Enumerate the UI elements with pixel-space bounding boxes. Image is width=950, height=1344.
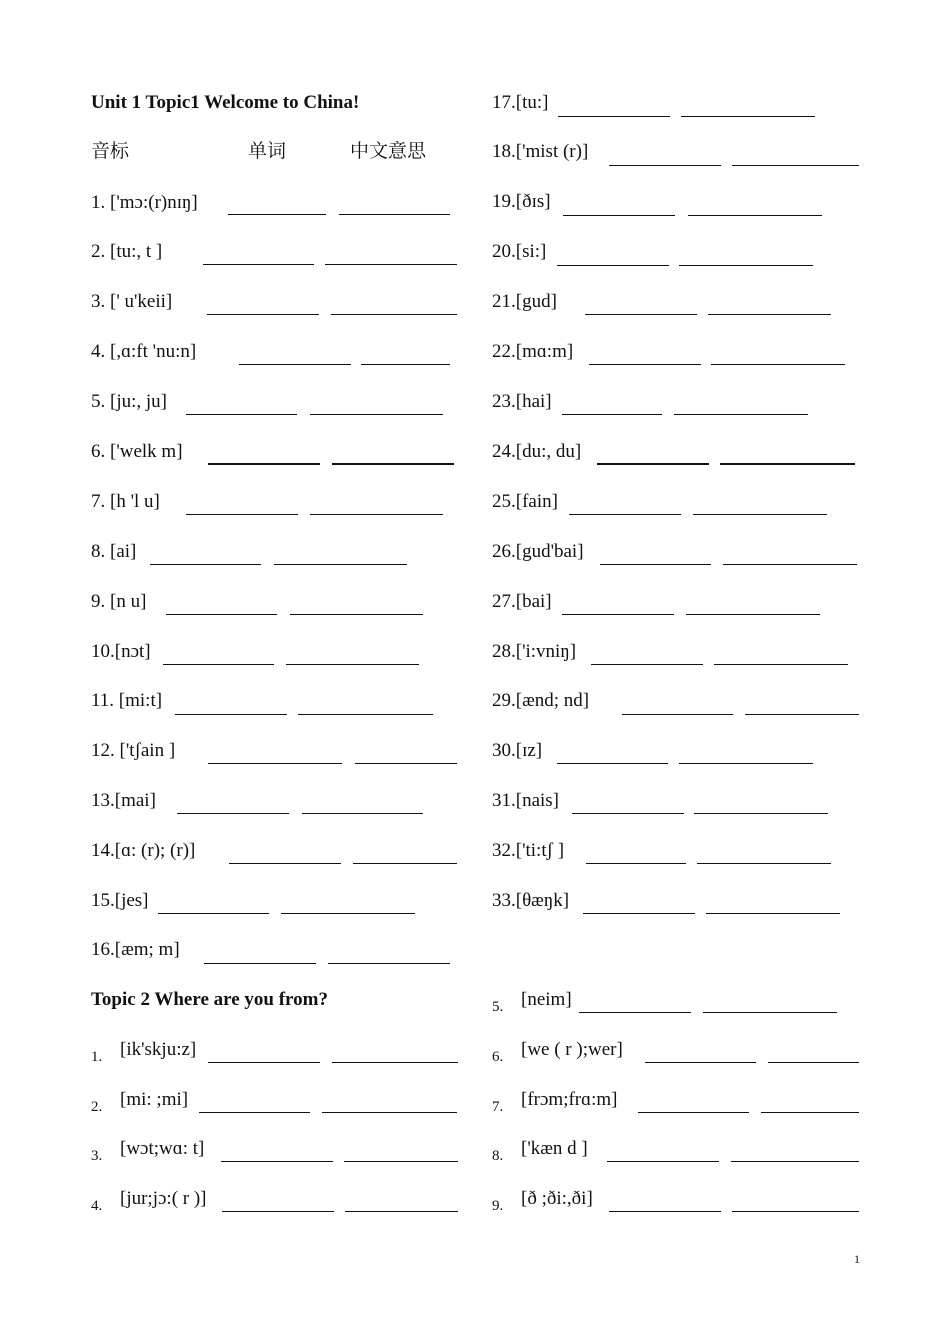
blank-meaning[interactable] [706,913,840,914]
vocab-item: 8. [ai] [91,541,137,562]
vocab-item: 23.[hai] [492,391,552,412]
blank-meaning[interactable] [708,314,831,315]
blank-word[interactable] [150,564,261,565]
blank-word[interactable] [607,1161,719,1162]
blank-word[interactable] [569,514,681,515]
blank-meaning[interactable] [720,463,855,465]
item-number: 1. [91,1049,103,1065]
blank-word[interactable] [609,1211,721,1212]
blank-word[interactable] [222,1211,334,1212]
topic2-item [492,1038,623,1069]
blank-meaning[interactable] [761,1112,859,1113]
vocab-item: 1. ['mɔ:(r)nɪŋ] [91,192,198,213]
item-number: 8. [492,1148,504,1164]
blank-word[interactable] [186,414,297,415]
blank-meaning[interactable] [723,564,857,565]
blank-word[interactable] [579,1012,691,1013]
item-number: 5. [492,999,504,1015]
vocab-item: 5. [ju:, ju] [91,391,167,412]
blank-meaning[interactable] [731,1161,859,1162]
blank-meaning[interactable] [332,463,454,465]
blank-meaning[interactable] [732,1211,859,1212]
page-number: 1 [854,1252,860,1266]
blank-word[interactable] [557,265,669,266]
blank-word[interactable] [645,1062,756,1063]
topic2-title: Topic 2 Where are you from? [91,989,328,1010]
blank-word[interactable] [208,463,320,465]
blank-meaning[interactable] [345,1211,458,1212]
item-phonetic: [jur;jɔ:( r )] [120,1188,207,1209]
vocab-item: 13.[mai] [91,790,156,811]
topic2-item [91,1088,188,1119]
blank-meaning[interactable] [353,863,457,864]
item-phonetic: [wɔt;wɑ: t] [120,1138,205,1159]
item-phonetic: [frɔm;frɑ:m] [521,1089,618,1110]
blank-meaning[interactable] [686,614,820,615]
blank-meaning[interactable] [310,514,443,515]
item-number: 2. [91,1099,103,1115]
vocab-item: 21.[gud] [492,291,557,312]
vocab-item: 10.[nɔt] [91,641,151,662]
vocab-item: 33.[θæŋk] [492,890,570,911]
blank-word[interactable] [638,1112,749,1113]
blank-word[interactable] [239,364,351,365]
item-number: 7. [492,1099,504,1115]
unit1-title: Unit 1 Topic1 Welcome to China! [91,92,360,113]
vocab-item: 16.[æm; m] [91,939,180,960]
blank-word[interactable] [558,116,670,117]
vocab-item: 4. [,ɑ:ft 'nu:n] [91,341,197,362]
blank-meaning[interactable] [281,913,415,914]
blank-meaning[interactable] [322,1112,457,1113]
blank-meaning[interactable] [286,664,419,665]
blank-word[interactable] [572,813,684,814]
blank-word[interactable] [177,813,289,814]
blank-meaning[interactable] [332,1062,458,1063]
vocab-item: 18.['mist (r)] [492,141,589,162]
blank-word[interactable] [163,664,274,665]
topic2-item [492,1137,588,1168]
vocab-item: 27.[bai] [492,591,552,612]
blank-word[interactable] [228,214,326,215]
vocab-item: 26.[gud'bai] [492,541,584,562]
vocab-item: 2. [tu:, t ] [91,241,163,262]
blank-word[interactable] [597,463,709,465]
blank-meaning[interactable] [714,664,848,665]
blank-word[interactable] [221,1161,333,1162]
vocab-item: 3. [' u'keii] [91,291,173,312]
blank-meaning[interactable] [310,414,443,415]
blank-word[interactable] [166,614,277,615]
blank-meaning[interactable] [302,813,423,814]
blank-meaning[interactable] [697,863,831,864]
blank-meaning[interactable] [298,714,433,715]
blank-word[interactable] [589,364,701,365]
vocab-item: 31.[nais] [492,790,560,811]
blank-word[interactable] [563,215,675,216]
vocab-item: 17.[tu:] [492,92,549,113]
blank-meaning[interactable] [732,165,859,166]
blank-meaning[interactable] [679,265,813,266]
header-meaning: 中文意思 [350,141,427,162]
item-number: 3. [91,1148,103,1164]
blank-meaning[interactable] [355,763,457,764]
blank-word[interactable] [175,714,287,715]
blank-meaning[interactable] [361,364,450,365]
blank-word[interactable] [158,913,269,914]
item-phonetic: ['kæn d ] [521,1138,588,1159]
vocab-item: 7. [h 'l u] [91,491,160,512]
blank-meaning[interactable] [681,116,815,117]
item-number: 9. [492,1198,504,1214]
blank-meaning[interactable] [325,264,457,265]
blank-meaning[interactable] [344,1161,458,1162]
blank-meaning[interactable] [711,364,845,365]
vocab-item: 30.[ɪz] [492,740,543,761]
header-phonetic: 音标 [91,141,130,162]
blank-word[interactable] [204,963,316,964]
vocab-item: 28.['i:vniŋ] [492,641,577,662]
item-number: 4. [91,1198,103,1214]
blank-meaning[interactable] [290,614,423,615]
vocab-item: 20.[si:] [492,241,547,262]
blank-word[interactable] [203,264,314,265]
blank-meaning[interactable] [331,314,457,315]
item-phonetic: [we ( r );wer] [521,1039,623,1060]
blank-word[interactable] [557,763,668,764]
item-phonetic: [ð ;ði:,ði] [521,1188,593,1209]
blank-meaning[interactable] [703,1012,837,1013]
vocab-item: 9. [n u] [91,591,147,612]
topic2-item [492,1088,617,1119]
item-phonetic: [neim] [521,989,572,1010]
blank-word[interactable] [600,564,711,565]
vocab-item: 24.[du:, du] [492,441,582,462]
blank-word[interactable] [622,714,733,715]
blank-word[interactable] [585,314,697,315]
vocab-item: 19.[ðɪs] [492,191,551,212]
blank-meaning[interactable] [693,514,827,515]
blank-word[interactable] [583,913,695,914]
blank-word[interactable] [229,863,341,864]
blank-meaning[interactable] [274,564,407,565]
vocab-item: 29.[ænd; nd] [492,690,590,711]
vocab-item: 14.[ɑ: (r); (r)] [91,840,196,861]
blank-meaning[interactable] [768,1062,859,1063]
vocab-item: 6. ['welk m] [91,441,183,462]
item-phonetic: [ik'skju:z] [120,1039,197,1060]
blank-meaning[interactable] [328,963,450,964]
blank-meaning[interactable] [674,414,808,415]
blank-meaning[interactable] [339,214,450,215]
item-phonetic: [mi: ;mi] [120,1089,189,1110]
header-word: 单词 [248,141,287,162]
vocab-item: 25.[fain] [492,491,558,512]
vocab-item: 22.[mɑ:m] [492,341,574,362]
blank-word[interactable] [207,314,319,315]
blank-word[interactable] [199,1112,310,1113]
blank-meaning[interactable] [745,714,859,715]
blank-word[interactable] [609,165,721,166]
blank-word[interactable] [208,763,342,764]
blank-word[interactable] [208,1062,320,1063]
vocab-item: 15.[jes] [91,890,149,911]
blank-meaning[interactable] [694,813,828,814]
vocab-item: 32.['ti:tʃ ] [492,840,565,861]
topic2-item [91,1038,196,1069]
blank-word[interactable] [186,514,298,515]
blank-word[interactable] [586,863,686,864]
topic2-item [91,1137,204,1168]
blank-word[interactable] [562,614,674,615]
blank-meaning[interactable] [688,215,822,216]
topic2-item [492,1187,593,1218]
item-number: 6. [492,1049,504,1065]
blank-word[interactable] [591,664,703,665]
topic2-item [492,988,572,1019]
vocab-item: 12. ['tʃain ] [91,740,176,761]
vocab-item: 11. [mi:t] [91,690,163,711]
blank-meaning[interactable] [679,763,813,764]
topic2-item [91,1187,207,1218]
blank-word[interactable] [562,414,662,415]
